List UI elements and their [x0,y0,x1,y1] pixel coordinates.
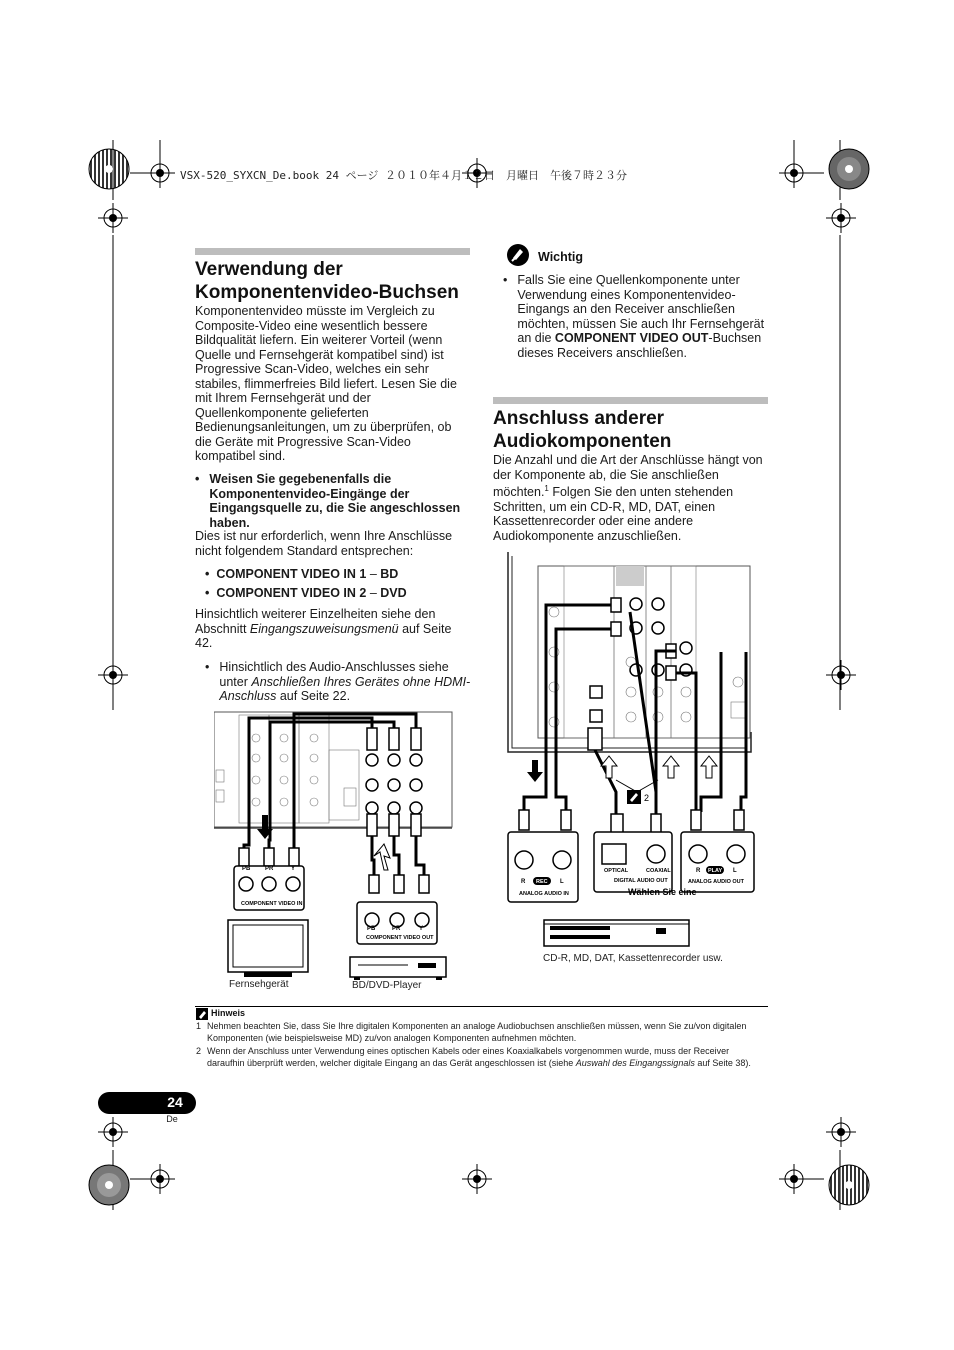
right-channel-label: R [521,879,526,885]
registration-mark-icon [98,1117,128,1147]
pr-label: PR [265,866,274,872]
important-icon [506,243,530,267]
footnote-2: 2 Wenn der Anschluss unter Verwendung eines optischen Kabels oder eines Koaxialkabels vorgenommen wurde, muss der Receiver daraufhin überprüft werden, welcher digitale Eingang an das Gerät angeschlossen ist (siehe Auswahl des Eingangssignals auf Seite 38). [196,1046,751,1068]
analog-out-label: ANALOG AUDIO OUT [688,879,745,885]
footnote-title: Hinweis [211,1008,246,1018]
registration-mark-icon [779,158,809,188]
title-line-2: Komponentenvideo-Buchsen [195,282,459,303]
registration-mark-icon [779,1164,809,1194]
arrow-up-icon [663,756,679,778]
registration-mark-icon [98,203,128,233]
arrow-down-icon [527,760,543,782]
page-lang: De [166,1114,178,1124]
y-label: Y [419,926,424,932]
play-label: PLAY [708,868,723,874]
color-target-icon [826,146,872,192]
section-title [493,407,773,453]
pr-label: PR [392,926,401,932]
deck-caption: CD-R, MD, DAT, Kassettenrecorder usw. [543,953,723,964]
color-target-icon [86,146,132,192]
right-channel-label: R [696,868,701,874]
intro-paragraph: Komponentenvideo müsste im Vergleich zu Composite-Video eine wesentlich bessere Bildqualität liefern. Ein weiterer Vorteil (wenn Quelle und Fernsehgerät kompatibel sind) ist Progressive Scan-Video, welches ein sehr stabiles, flimmerfreies Bild liefert. Lesen Sie die mit Ihrem Fernsehgerät und der Quellenkomponente gelieferten Bedienungsanleitungen, um zu überprüfen, ob die Geräte mit Progressive Scan-Video kompatibel sind. [195,304,457,463]
step-bullet-text: Weisen Sie gegebenenfalls die Komponentenvideo-Eingänge der Eingangsquelle zu, die Sie angeschlossen haben. [209,472,461,530]
title-line-1: Anschluss anderer [493,408,665,429]
footnote-1: 1 Nehmen beachten Sie, dass Sie Ihre digitalen Komponenten an analoge Audiobuchsen anschließen müssen, wenn Sie zu/von digitalen Komponenten (wie beispielsweise MD) zu/von analogen Komponenten aufnehmen möchten. [196,1021,747,1043]
condition-paragraph: Dies ist nur erforderlich, wenn Ihre Anschlüsse nicht folgendem Standard entsprechen: [195,529,453,558]
input-list-item: • COMPONENT VIDEO IN 2 – DVD [205,586,407,600]
pb-label: PB [242,866,251,872]
note-title: Wichtig [538,250,584,264]
component-video-in-label: COMPONENT VIDEO IN [241,901,303,907]
analog-in-label: ANALOG AUDIO IN [519,891,569,897]
registration-mark-icon [145,1164,175,1194]
section-title [195,258,475,304]
important-note: • Falls Sie eine Quellenkomponente unter Verwendung eines Komponentenvideo-Eingangs an den Receiver anschließen möchten, müssen Sie auch Ihr Fernsehgerät an die COMPONENT VIDEO OUT-Buchsen dieses Receivers anschließen. [503,273,765,360]
note-icon [196,1008,208,1020]
step-bullet [195,472,470,530]
registration-mark-icon [98,660,128,690]
color-target-icon [826,1162,872,1208]
bd-dvd-player-icon [348,953,448,983]
choose-one-label: Wählen Sie eine [628,887,697,897]
pb-label: PB [367,926,376,932]
bullet-dot: • [195,472,200,486]
note-ref: 2 [644,793,650,803]
rec-label: REC [536,879,548,885]
input-list-item: • COMPONENT VIDEO IN 1 – BD [205,567,399,581]
audio-reference-bullet: • Hinsichtlich des Audio-Anschlusses siehe unter Anschließen Ihres Gerätes ohne HDMI-Anschluss auf Seite 22. [205,660,471,703]
player-caption: BD/DVD-Player [352,980,422,991]
coaxial-label: COAXIAL [646,868,671,874]
footnote-rule [195,1006,768,1007]
file-header-line: VSX-520_SYXCN_De.book 24 ページ ２０１０年４月１２日 月曜日 午後７時２３分 [180,169,627,182]
page-number: 24 [167,1094,183,1110]
registration-mark-icon [826,1117,856,1147]
arrow-up-icon [701,756,717,778]
reference-paragraph: Hinsichtlich weiterer Einzelheiten siehe den Abschnitt Eingangszuweisungsmenü auf Seite 42. [195,607,452,650]
title-line-2: Audiokomponenten [493,431,672,452]
title-line-1: Verwendung der [195,259,343,280]
section-rule [195,248,470,255]
tv-caption: Fernsehgerät [229,979,289,990]
y-label: Y [291,866,296,872]
optical-label: OPTICAL [604,868,629,874]
section-rule [493,397,768,404]
color-target-icon [86,1162,132,1208]
registration-mark-icon [826,660,856,690]
left-channel-label: L [560,879,564,885]
audio-paragraph: Die Anzahl und die Art der Anschlüsse hängt von der Komponente ab, die Sie anschließen möchten.$^1$ Folgen Sie den unten stehenden Schritten, um ein CD-R, MD, DAT, einen Kassettenrecorder oder eine andere Audiokomponente anzuschließen. [493,453,763,543]
arrow-up-icon [374,844,390,870]
left-channel-label: L [733,868,737,874]
digital-out-label: DIGITAL AUDIO OUT [614,878,668,884]
registration-mark-icon [826,203,856,233]
registration-mark-icon [462,1164,492,1194]
registration-mark-icon [145,158,175,188]
component-video-out-label: COMPONENT VIDEO OUT [366,935,434,941]
audio-connection-diagram [506,552,758,952]
